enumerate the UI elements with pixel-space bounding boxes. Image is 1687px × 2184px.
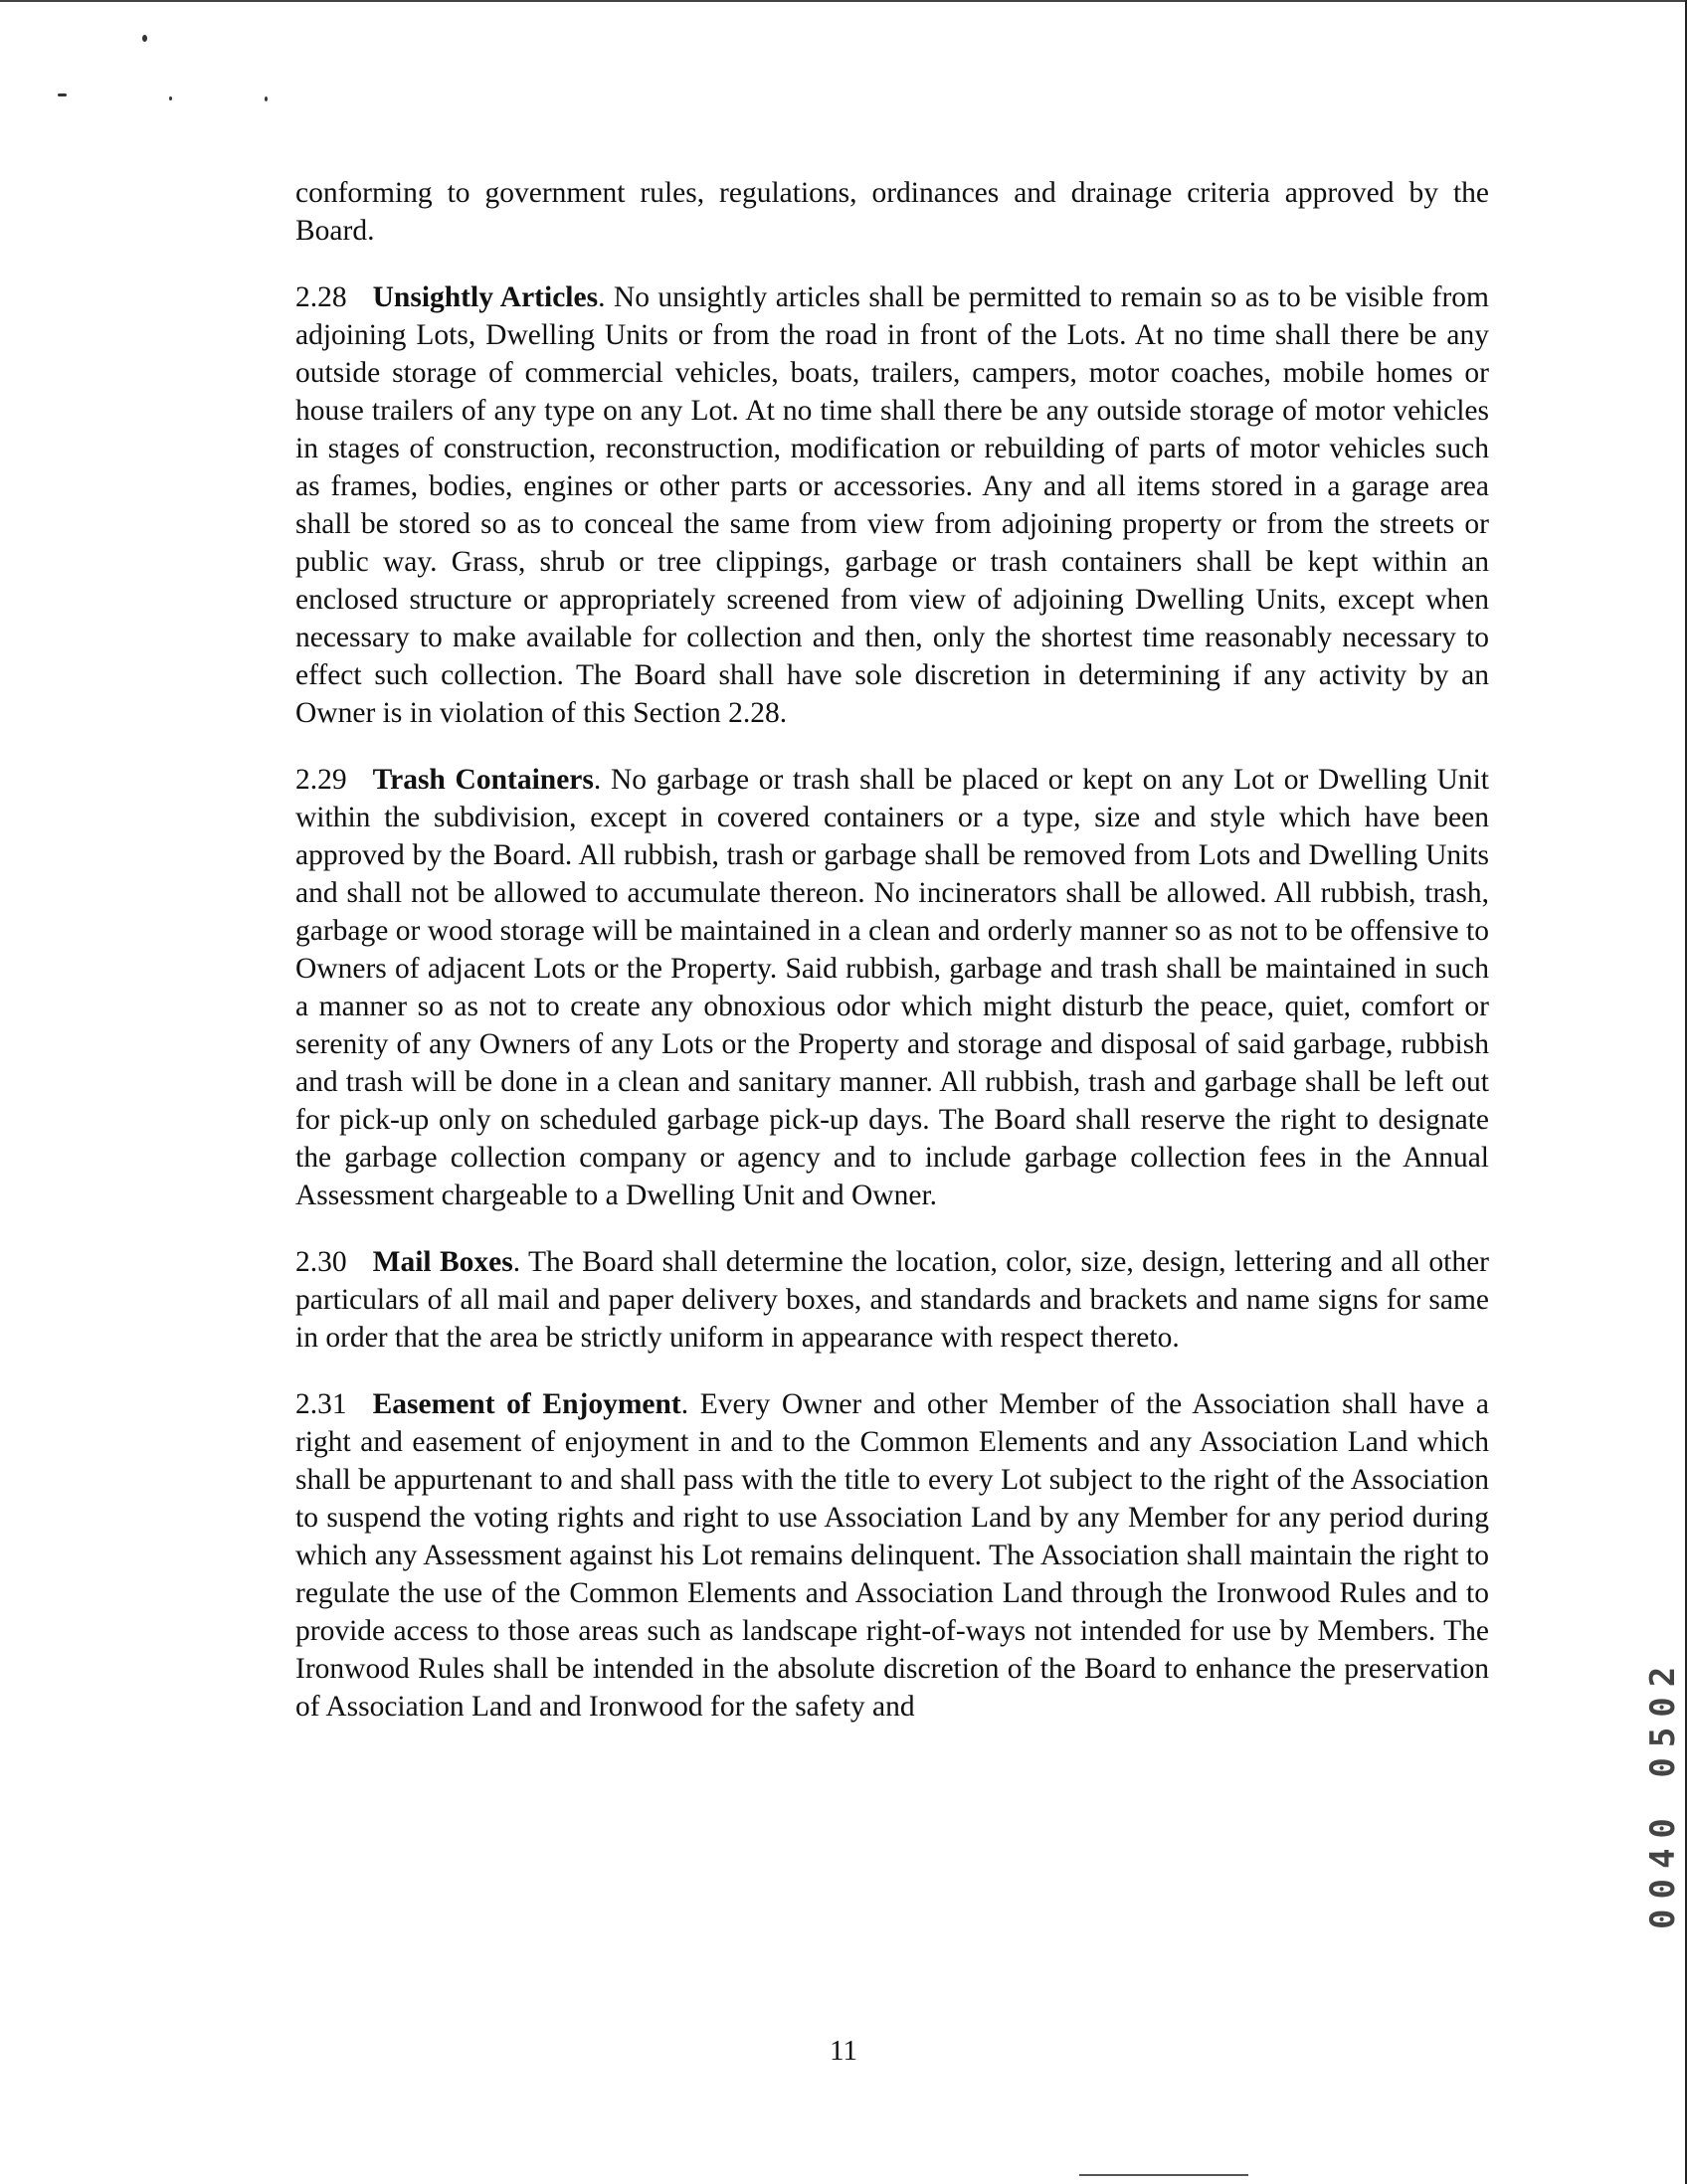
recording-stamp-text: 0040 0502 xyxy=(1643,1656,1683,1929)
page-number: 11 xyxy=(830,2035,857,2067)
section-heading: Trash Containers xyxy=(372,764,594,796)
scan-speck xyxy=(265,96,268,101)
section-number: 2.29 xyxy=(295,764,347,796)
section-body: . No garbage or trash shall be placed or kept on any Lot or Dwelling Unit within the subdivision, except in covered containers or a type, size and style which have been approved by the Board. All rubbish, trash or garbage shall be removed from Lots and Dwelling Units and shall not be allowed to accumulate thereon. No incinerators shall be allowed. All rubbish, trash, garbage or wood storage will be maintained in a clean and orderly manner so as not to be offensive to Owners of adjacent Lots or the Property. Said rubbish, garbage and trash shall be maintained in such a manner so as not to create any obnoxious odor which might disturb the peace, quiet, comfort or serenity of any Owners of any Lots or the Property and storage and disposal of said garbage, rubbish and trash will be done in a clean and sanitary manner. All rubbish, trash and garbage shall be left out for pick-up only on scheduled garbage pick-up days. The Board shall reserve the right to designate the garbage collection company or agency and to include garbage collection fees in the Annual Assessment chargeable to a Dwelling Unit and Owner. xyxy=(295,764,1489,1211)
footer-rule xyxy=(1079,2174,1248,2176)
section-2-31 xyxy=(295,1385,1489,1726)
section-number: 2.31 xyxy=(295,1388,347,1420)
scan-speck xyxy=(58,93,67,96)
scan-speck xyxy=(142,35,147,42)
section-heading: Mail Boxes xyxy=(372,1246,513,1278)
document-body xyxy=(295,174,1489,1754)
section-2-29 xyxy=(295,761,1489,1214)
section-body: . Every Owner and other Member of the Association shall have a right and easement of enjoyment in and to the Common Elements and any Association Land which shall be appurtenant to and shall pass with the title to every Lot subject to the right of the Association to suspend the voting rights and right to use Association Land by any Member for any period during which any Assessment against his Lot remains delinquent. The Association shall maintain the right to regulate the use of the Common Elements and Association Land through the Ironwood Rules and to provide access to those areas such as landscape right-of-ways not intended for use by Members. The Ironwood Rules shall be intended in the absolute discretion of the Board to enhance the preservation of Association Land and Ironwood for the safety and xyxy=(295,1388,1489,1723)
section-2-28 xyxy=(295,278,1489,732)
continuation-paragraph: conforming to government rules, regulations, ordinances and drainage criteria approved by the Board. xyxy=(295,177,1489,247)
recording-stamp xyxy=(1613,1576,1683,1934)
scan-speck xyxy=(169,96,172,100)
section-heading: Easement of Enjoyment xyxy=(372,1388,681,1420)
section-number: 2.30 xyxy=(295,1246,347,1278)
section-body: . No unsightly articles shall be permitted to remain so as to be visible from adjoining Lots, Dwelling Units or from the road in front of the Lots. At no time shall there be any outside storage of commercial vehicles, boats, trailers, campers, motor coaches, mobile homes or house trailers of any type on any Lot. At no time shall there be any outside storage of motor vehicles in stages of construction, reconstruction, modification or rebuilding of parts of motor vehicles such as frames, bodies, engines or other parts or accessories. Any and all items stored in a garage area shall be stored so as to conceal the same from view from adjoining property or from the streets or public way. Grass, shrub or tree clippings, garbage or trash containers shall be kept within an enclosed structure or appropriately screened from view of adjoining Dwelling Units, except when necessary to make available for collection and then, only the shortest time reasonably necessary to effect such collection. The Board shall have sole discretion in determining if any activity by an Owner is in violation of this Section 2.28. xyxy=(295,281,1489,729)
scan-edge-top xyxy=(0,0,1687,2)
section-number: 2.28 xyxy=(295,281,347,313)
section-heading: Unsightly Articles xyxy=(372,281,599,313)
section-body: . The Board shall determine the location, color, size, design, lettering and all other particulars of all mail and paper delivery boxes, and standards and brackets and name signs for same in order that the area be strictly uniform in appearance with respect thereto. xyxy=(295,1246,1489,1354)
section-2-30 xyxy=(295,1243,1489,1357)
